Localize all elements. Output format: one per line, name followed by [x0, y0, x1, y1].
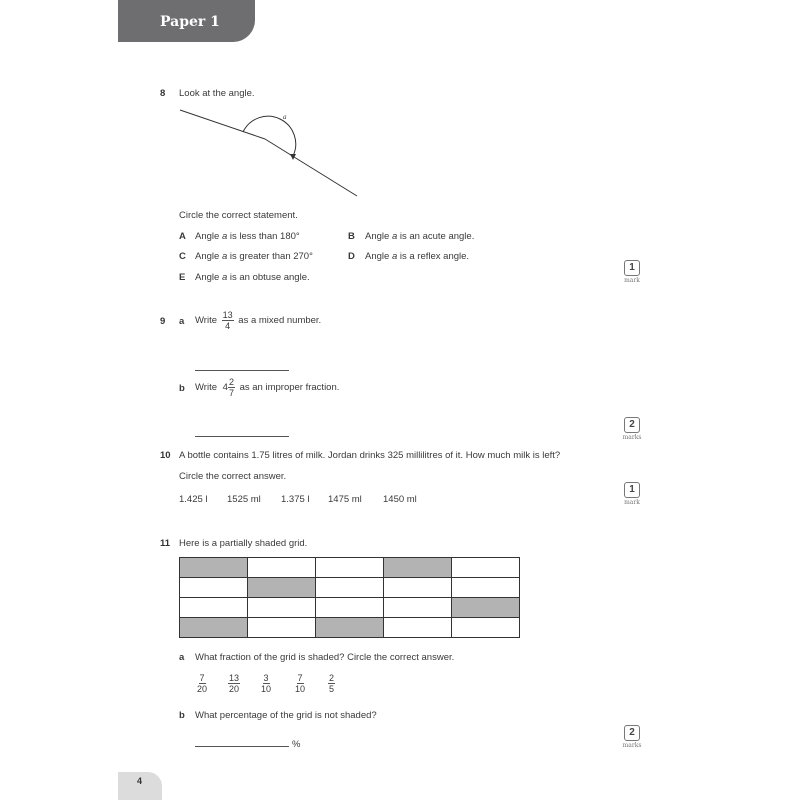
q10-marks [617, 482, 647, 506]
option-letter-e: E [179, 272, 186, 283]
q9-part-b-letter: b [179, 383, 185, 394]
question-9-number: 9 [160, 316, 166, 327]
page-number: 4 [137, 776, 143, 786]
angle-label: a [283, 113, 287, 121]
option-letter-b: B [348, 231, 355, 242]
q11-part-a-letter: a [179, 652, 185, 663]
arc-arrowhead-icon [290, 154, 296, 160]
grid-row [180, 598, 520, 618]
q9a-answer-line[interactable] [195, 370, 289, 371]
option-c[interactable]: Angle a is greater than 270° [195, 251, 313, 262]
q8-marks-label: mark [624, 277, 640, 284]
option-b[interactable]: Angle a is an acute angle. [365, 231, 475, 242]
question-8-instruction: Circle the correct statement. [179, 210, 298, 221]
q8-marks-value: 1 [624, 260, 640, 276]
q9b-answer-line[interactable] [195, 436, 289, 437]
grid-cell-shaded [316, 618, 384, 638]
fraction-2-7: $\frac{2}{7}$ [228, 377, 234, 398]
option-letter-c: C [179, 251, 186, 262]
option-d[interactable]: Angle a is a reflex angle. [365, 251, 470, 262]
question-11-prompt: Here is a partially shaded grid. [179, 538, 308, 549]
grid-cell-unshaded [248, 618, 316, 638]
grid-cell-shaded [384, 558, 452, 578]
question-8-prompt: Look at the angle. [179, 88, 255, 99]
option-letter-a: A [179, 231, 186, 242]
q9-marks-label: marks [622, 434, 642, 441]
q10-answer-3[interactable]: 1.375 l [281, 494, 310, 505]
angle-ray-lower [265, 139, 357, 196]
fraction-option-1[interactable]: $\frac{7}{20}$ [197, 673, 208, 694]
fraction-option-4[interactable]: $\frac{7}{10}$ [295, 673, 306, 694]
grid-cell-shaded [248, 578, 316, 598]
question-10-number: 10 [160, 450, 171, 461]
grid-row [180, 578, 520, 598]
fraction-option-2[interactable]: $\frac{13}{20}$ [229, 673, 240, 694]
grid-cell-unshaded [384, 598, 452, 618]
question-10-prompt: A bottle contains 1.75 litres of milk. Jordan drinks 325 millilitres of it. How much milk is left? [179, 450, 561, 461]
fraction-option-3[interactable]: $\frac{3}{10}$ [261, 673, 272, 694]
grid-cell-shaded [452, 598, 520, 618]
grid-cell-unshaded [452, 618, 520, 638]
q11-part-b-text: What percentage of the grid is not shaded? [195, 710, 377, 721]
fraction-option-5[interactable]: $\frac{2}{5}$ [329, 673, 335, 694]
q11-part-b-letter: b [179, 710, 185, 721]
q11-part-a-text: What fraction of the grid is shaded? Circle the correct answer. [195, 652, 455, 663]
grid-cell-unshaded [180, 598, 248, 618]
percent-sign: % [292, 739, 301, 750]
q11b-answer-line[interactable] [195, 746, 289, 747]
q11-marks-label: marks [622, 742, 642, 749]
option-letter-d: D [348, 251, 355, 262]
q9-marks [617, 417, 647, 441]
grid-cell-unshaded [452, 558, 520, 578]
q10-marks-value: 1 [624, 482, 640, 498]
q11-marks-value: 2 [624, 725, 640, 741]
grid-cell-shaded [180, 618, 248, 638]
grid-cell-unshaded [248, 598, 316, 618]
angle-diagram [170, 100, 370, 205]
grid-cell-unshaded [316, 598, 384, 618]
q11-marks [617, 725, 647, 749]
q10-answer-5[interactable]: 1450 ml [383, 494, 417, 505]
q9-part-a-letter: a [179, 316, 185, 327]
option-a[interactable]: Angle a is less than 180° [195, 231, 300, 242]
angle-arc [243, 116, 296, 156]
grid-cell-unshaded [384, 618, 452, 638]
q9-marks-value: 2 [624, 417, 640, 433]
grid-cell-unshaded [180, 578, 248, 598]
grid-cell-unshaded [316, 578, 384, 598]
q10-marks-label: mark [624, 499, 640, 506]
q10-answer-4[interactable]: 1475 ml [328, 494, 362, 505]
question-8-number: 8 [160, 88, 166, 99]
grid-cell-shaded [180, 558, 248, 578]
grid-cell-unshaded [248, 558, 316, 578]
q9-part-b-text: Write 4 $\frac{2}{7}$ as an improper fraction. [195, 377, 340, 398]
question-11-number: 11 [160, 538, 171, 549]
angle-ray-upper [180, 110, 265, 139]
q10-answer-2[interactable]: 1525 ml [227, 494, 261, 505]
grid-row [180, 558, 520, 578]
q10-answer-1[interactable]: 1.425 l [179, 494, 208, 505]
grid-cell-unshaded [316, 558, 384, 578]
option-e[interactable]: Angle a is an obtuse angle. [195, 272, 310, 283]
grid-cell-unshaded [452, 578, 520, 598]
shaded-grid [179, 557, 520, 638]
fraction-13-4: $\frac{13}{4}$ [222, 310, 233, 331]
q8-marks [617, 260, 647, 284]
grid-row [180, 618, 520, 638]
paper-title: Paper 1 [160, 14, 220, 30]
question-10-instruction: Circle the correct answer. [179, 471, 287, 482]
q9-part-a-text: Write $\frac{13}{4}$ as a mixed number. [195, 310, 322, 331]
grid-cell-unshaded [384, 578, 452, 598]
